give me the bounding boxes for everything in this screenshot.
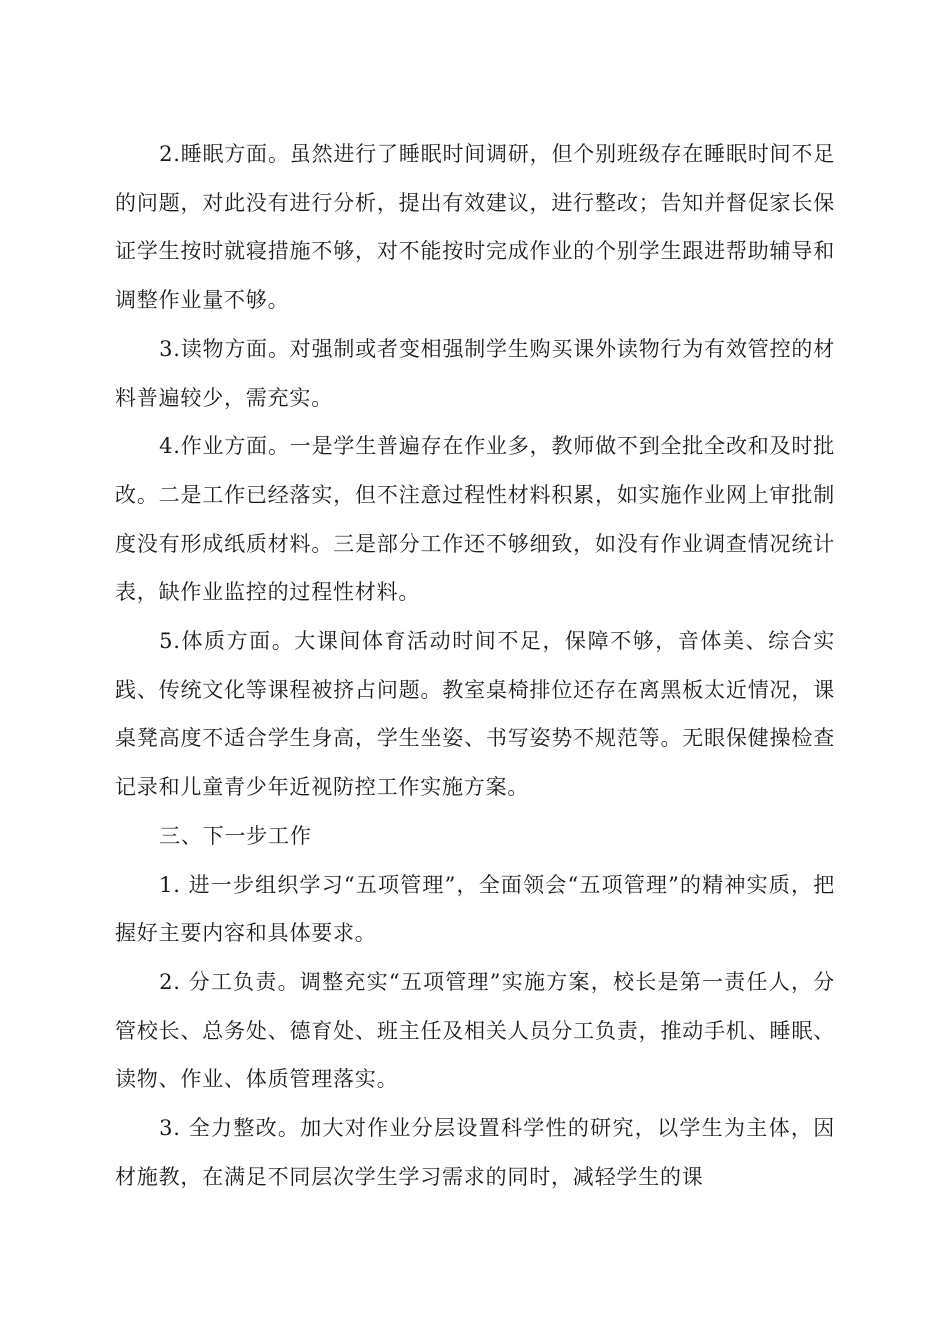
section-heading-next-steps: 三、下一步工作 — [159, 823, 312, 848]
paragraph-step-1: 1. 进一步组织学习“五项管理”，全面领会“五项管理”的精神实质，把握好主要内容和具体要求。 — [115, 872, 835, 946]
paragraph-reading: 3.读物方面。对强制或者变相强制学生购买课外读物行为有效管控的材料普遍较少，需充实。 — [115, 336, 835, 410]
paragraph-step-3: 3. 全力整改。加大对作业分层设置科学性的研究，以学生为主体，因材施教，在满足不同层次学生学习需求的同时，减轻学生的课 — [115, 1116, 835, 1189]
paragraph-step-2: 2. 分工负责。调整充实“五项管理”实施方案，校长是第一责任人，分管校长、总务处、德育处、班主任及相关人员分工负责，推动手机、睡眠、读物、作业、体质管理落实。 — [115, 969, 835, 1092]
paragraph-homework: 4.作业方面。一是学生普遍存在作业多，教师做不到全批全改和及时批改。二是工作已经落实，但不注意过程性材料积累，如实施作业网上审批制度没有形成纸质材料。三是部分工作还不够细致，如没有作业调查情况统计表，缺作业监控的过程性材料。 — [115, 434, 835, 605]
paragraph-physique: 5.体质方面。大课间体育活动时间不足，保障不够，音体美、综合实践、传统文化等课程被挤占问题。教室桌椅排位还存在离黑板太近情况，课桌凳高度不适合学生身高，学生坐姿、书写姿势不规范等。无眼保健操检查记录和儿童青少年近视防控工作实施方案。 — [115, 629, 835, 800]
paragraph-sleep: 2.睡眠方面。虽然进行了睡眠时间调研，但个别班级存在睡眠时间不足的问题，对此没有进行分析，提出有效建议，进行整改；告知并督促家长保证学生按时就寝措施不够，对不能按时完成作业的个别学生跟进帮助辅导和调整作业量不够。 — [115, 142, 835, 313]
document-body — [115, 130, 835, 1201]
